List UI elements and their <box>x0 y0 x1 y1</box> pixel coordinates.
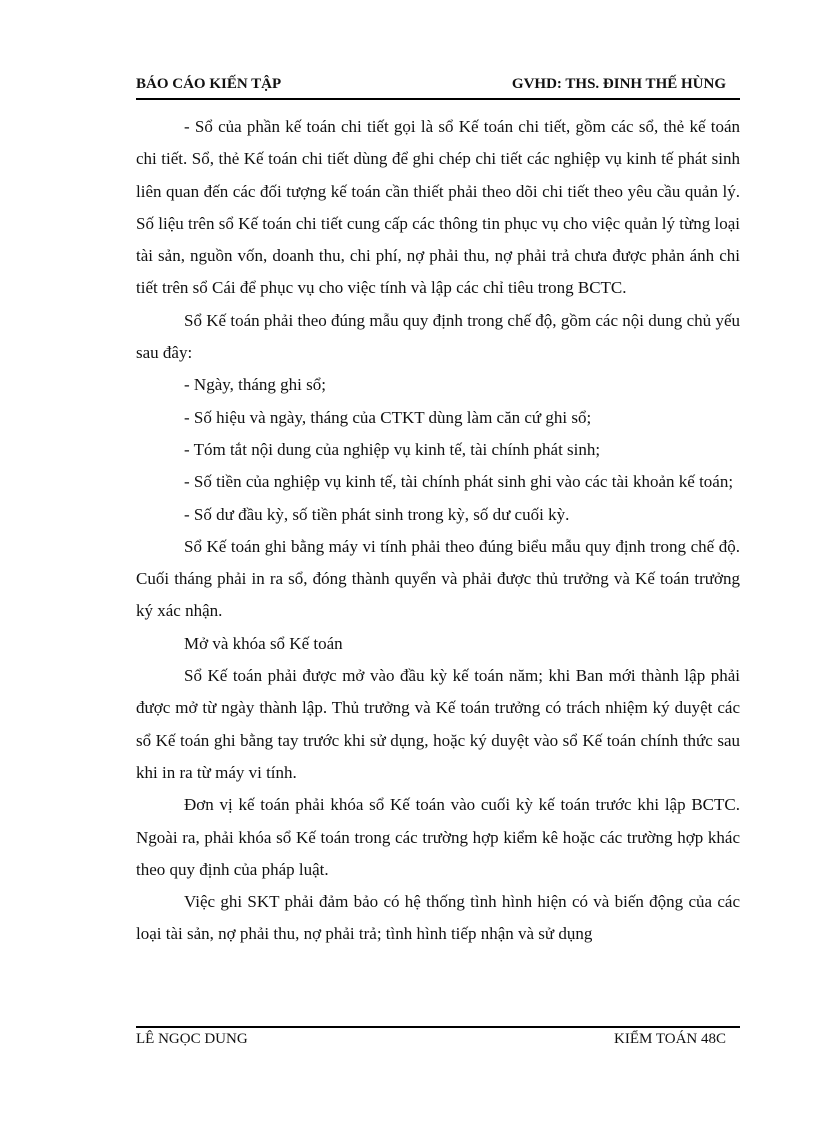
paragraph-detail-ledger: - Sổ của phần kế toán chi tiết gọi là sổ Kế toán chi tiết, gồm các sổ, thẻ kế toán chi tiết. Sổ, thẻ Kế toán chi tiết dùng để ghi chép chi tiết các nghiệp vụ kinh tế phát sinh liên quan đến các đối tượng kế toán cần thiết phải theo dõi chi tiết theo yêu cầu quản lý. Số liệu trên sổ Kế toán chi tiết cung cấp các thông tin phục vụ cho việc quản lý từng loại tài sản, nguồn vốn, doanh thu, chi phí, nợ phải thu, nợ phải trả chưa được phản ánh chi tiết trên sổ Cái để phục vụ cho việc tính và lập các chỉ tiêu trong BCTC. <box>136 117 740 298</box>
list-item-summary: - Tóm tắt nội dung của nghiệp vụ kinh tế, tài chính phát sinh; <box>184 439 601 459</box>
body-text <box>136 111 740 951</box>
paragraph-computer-ledger: Sổ Kế toán ghi bằng máy vi tính phải theo đúng biểu mẫu quy định trong chế độ. Cuối tháng phải in ra sổ, đóng thành quyển và phải được thủ trưởng và Kế toán trưởng ký xác nhận. <box>136 536 740 621</box>
footer-class: KIỂM TOÁN 48C <box>614 1031 726 1047</box>
list-item-voucher: - Số hiệu và ngày, tháng của CTKT dùng làm căn cứ ghi sổ; <box>184 407 592 427</box>
list-item-date: - Ngày, tháng ghi sổ; <box>184 375 326 395</box>
paragraph-ledger-form: Sổ Kế toán phải theo đúng mẫu quy định trong chế độ, gồm các nội dung chủ yếu sau đây: <box>136 310 740 363</box>
header-supervisor: GVHD: THS. ĐINH THẾ HÙNG <box>511 76 726 92</box>
paragraph-close-ledger: Đơn vị kế toán phải khóa sổ Kế toán vào cuối kỳ kế toán trước khi lập BCTC. Ngoài ra, phải khóa sổ Kế toán trong các trường hợp kiểm kê hoặc các trường hợp khác theo quy định của pháp luật. <box>136 795 740 879</box>
list-item-amount: - Số tiền của nghiệp vụ kinh tế, tài chính phát sinh ghi vào các tài khoản kế toán; <box>184 472 734 492</box>
footer-author: LÊ NGỌC DUNG <box>136 1031 248 1047</box>
paragraph-recording: Việc ghi SKT phải đảm bảo có hệ thống tình hình hiện có và biến động của các loại tài sản, nợ phải thu, nợ phải trả; tình hình tiếp nhận và sử dụng <box>136 892 740 944</box>
section-heading-open-close: Mở và khóa sổ Kế toán <box>184 633 343 653</box>
paragraph-open-ledger: Sổ Kế toán phải được mở vào đầu kỳ kế toán năm; khi Ban mới thành lập phải được mở từ ngày thành lập. Thủ trưởng và Kế toán trưởng có trách nhiệm ký duyệt các sổ Kế toán ghi bằng tay trước khi sử dụng, hoặc ký duyệt vào sổ Kế toán chính thức sau khi in ra từ máy vi tính. <box>136 666 740 782</box>
page-header <box>136 74 740 100</box>
page-footer <box>136 1026 740 1050</box>
header-report-title: BÁO CÁO KIẾN TẬP <box>136 76 282 92</box>
list-item-balance: - Số dư đầu kỳ, số tiền phát sinh trong kỳ, số dư cuối kỳ. <box>184 504 570 524</box>
